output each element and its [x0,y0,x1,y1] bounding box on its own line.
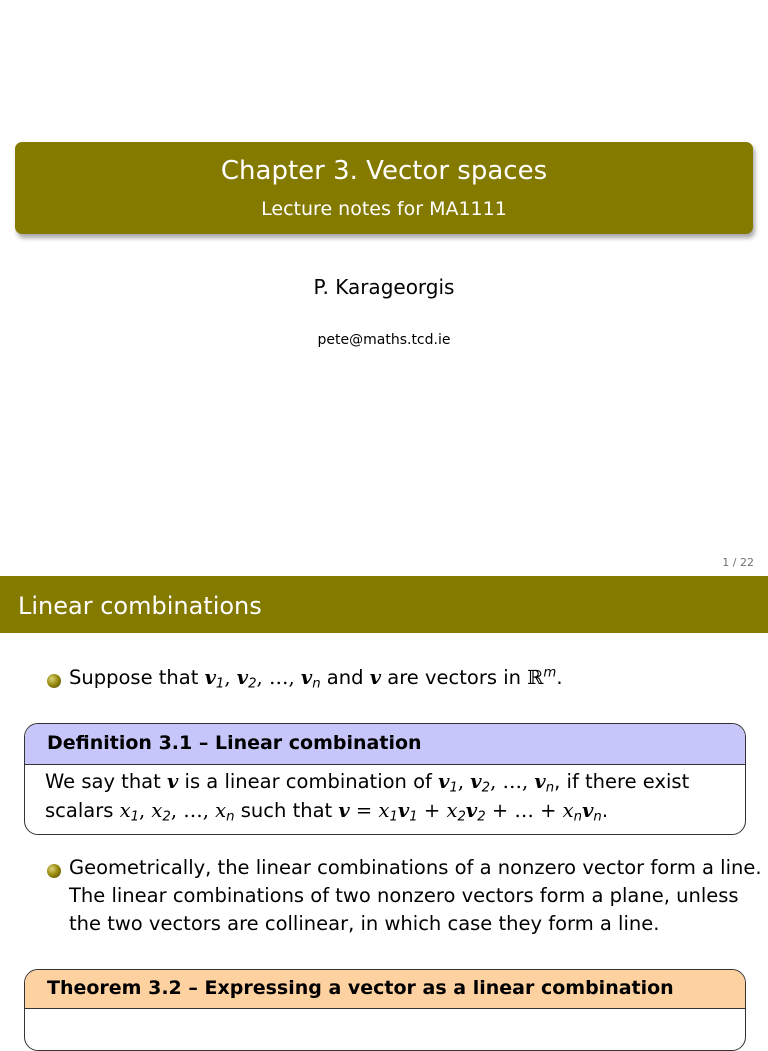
page-number: 1 / 22 [722,556,754,569]
bullet-text-1: Suppose that $v_1$, $v_2$, …, $v_n$ and v are vectors in ℝ$^m$. [69,665,563,692]
author-email: pete@maths.tcd.ie [317,332,451,348]
definition-line-1: We say that v is a linear combination of $v_1$, $v_2$, …, $v_n$, if there exist [45,770,690,796]
theorem-header [25,970,745,1009]
frame-title: Linear combinations [18,592,262,620]
bullet-text-2-line-2: The linear combinations of two nonzero vectors form a plane, unless [69,884,739,907]
definition-title: Definition 3.1 – Linear combination [47,732,422,754]
frame-header [0,576,768,633]
definition-line-2: scalars $x_1$, $x_2$, …, $x_n$ such that $v = x_1v_1 + x_2v_2$ + … + $x_nv_n$. [45,799,609,825]
slide-subtitle: Lecture notes for MA1111 [261,198,507,220]
theorem-title: Theorem 3.2 – Expressing a vector as a linear combination [47,977,674,999]
bullet-text-2-line-1: Geometrically, the linear combinations of a nonzero vector form a line. [69,856,762,879]
bullet-text-2-line-3: the two vectors are collinear, in which case they form a line. [69,912,660,935]
author-name: P. Karageorgis [313,275,455,299]
definition-box [24,723,746,835]
theorem-box [24,969,746,1051]
title-banner [15,142,753,234]
definition-header [25,724,745,765]
bullet-icon [47,864,61,878]
bullet-icon [47,674,61,688]
slide-title: Chapter 3. Vector spaces [220,156,548,186]
